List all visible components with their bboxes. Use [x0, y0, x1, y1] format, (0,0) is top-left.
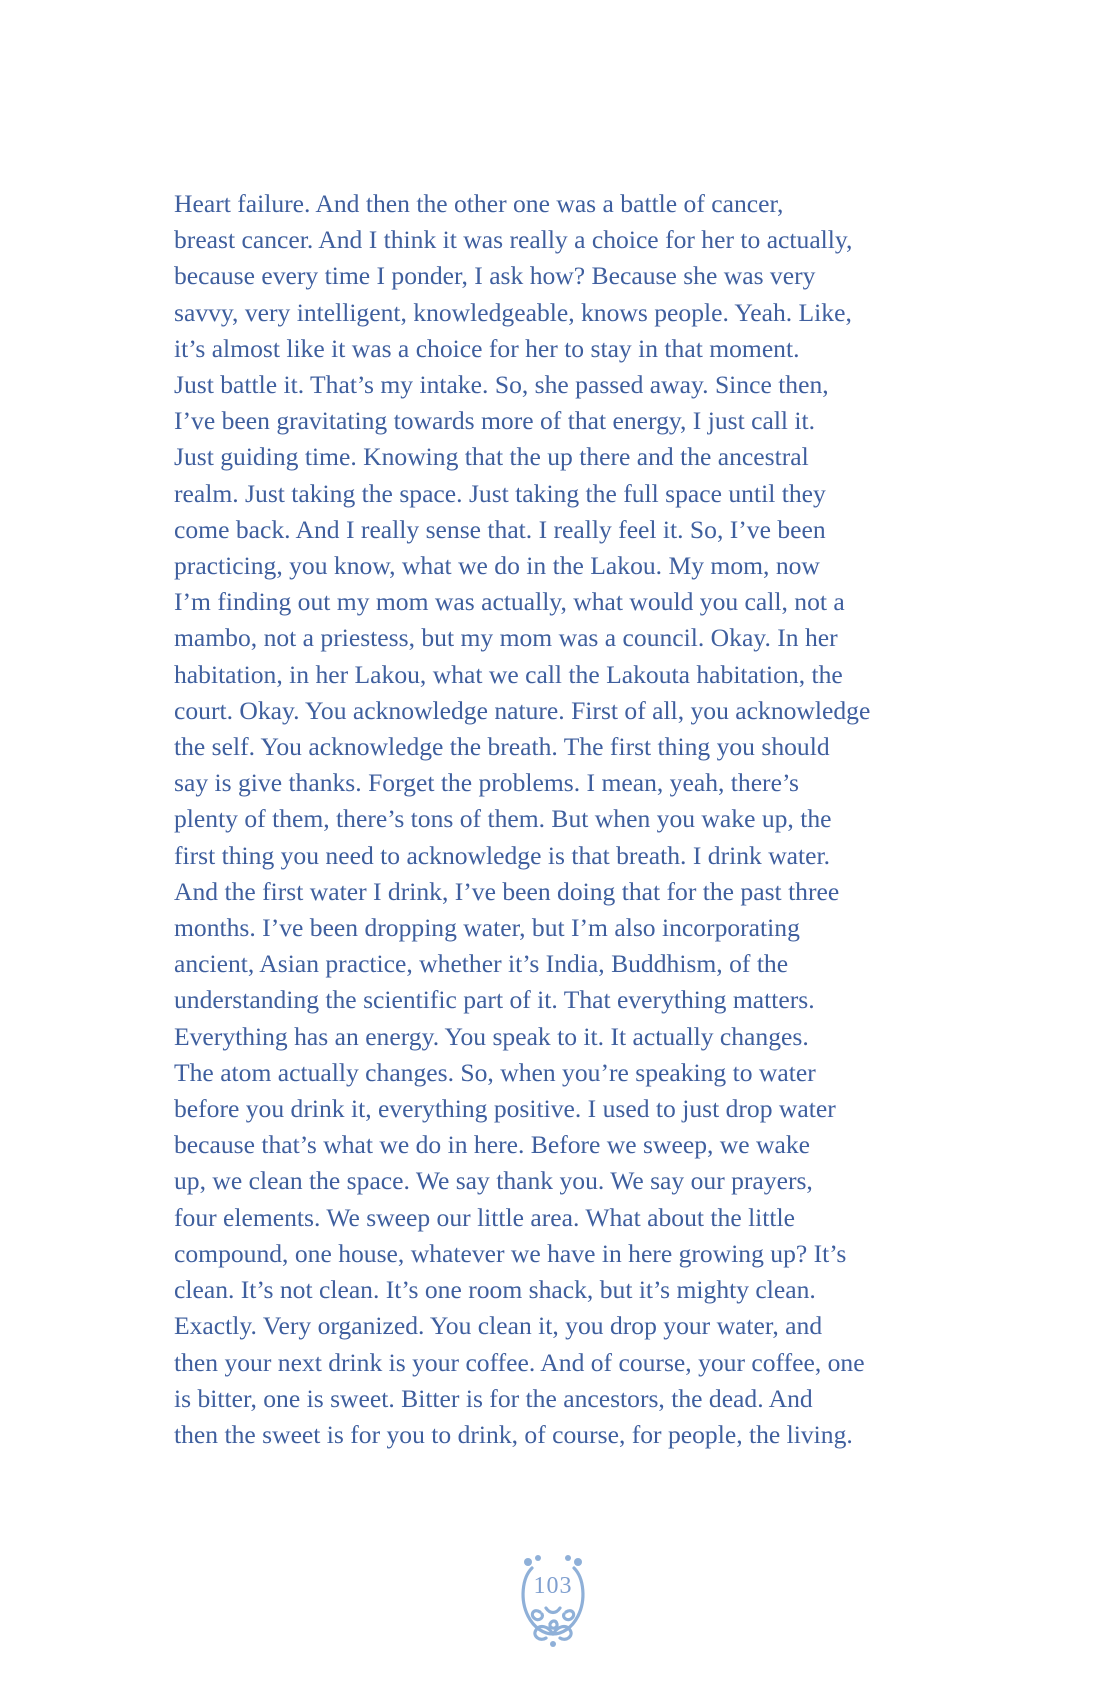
text-line: then your next drink is your coffee. And of course, your coffee, one — [174, 1347, 865, 1377]
text-line: because that’s what we do in here. Before we sweep, we wake — [174, 1130, 811, 1160]
text-line: because every time I ponder, I ask how? Because she was very — [174, 261, 816, 291]
text-line: court. Okay. You acknowledge nature. First of all, you acknowledge — [174, 695, 871, 725]
text-line: plenty of them, there’s tons of them. But when you wake up, the — [174, 804, 832, 834]
text-line: before you drink it, everything positive. I used to just drop water — [174, 1094, 836, 1124]
text-line: it’s almost like it was a choice for her to stay in that moment. — [174, 333, 800, 363]
text-line: clean. It’s not clean. It’s one room shack, but it’s mighty clean. — [174, 1275, 816, 1305]
text-line: compound, one house, whatever we have in here growing up? It’s — [174, 1238, 847, 1268]
text-line: savvy, very intelligent, knowledgeable, knows people. Yeah. Like, — [174, 297, 852, 327]
text-line: mambo, not a priestess, but my mom was a council. Okay. In her — [174, 623, 838, 653]
body-text — [174, 186, 944, 1453]
text-line: And the first water I drink, I’ve been doing that for the past three — [174, 876, 840, 906]
text-line: come back. And I really sense that. I really feel it. So, I’ve been — [174, 514, 826, 544]
text-line: months. I’ve been dropping water, but I’m also incorporating — [174, 913, 800, 943]
text-line: then the sweet is for you to drink, of course, for people, the living. — [174, 1419, 853, 1449]
text-line: I’m finding out my mom was actually, what would you call, not a — [174, 587, 845, 617]
text-line: the self. You acknowledge the breath. The first thing you should — [174, 732, 830, 762]
text-line: habitation, in her Lakou, what we call the Lakouta habitation, the — [174, 659, 843, 689]
text-line: is bitter, one is sweet. Bitter is for the ancestors, the dead. And — [174, 1383, 813, 1413]
text-line: four elements. We sweep our little area. What about the little — [174, 1202, 795, 1232]
text-line: first thing you need to acknowledge is that breath. I drink water. — [174, 840, 831, 870]
text-line: Exactly. Very organized. You clean it, you drop your water, and — [174, 1311, 823, 1341]
text-line: up, we clean the space. We say thank you. We say our prayers, — [174, 1166, 813, 1196]
text-line: say is give thanks. Forget the problems. I mean, yeah, there’s — [174, 768, 800, 798]
text-line: breast cancer. And I think it was really a choice for her to actually, — [174, 225, 853, 255]
text-line: The atom actually changes. So, when you’re speaking to water — [174, 1057, 816, 1087]
text-line: Heart failure. And then the other one was a battle of cancer, — [174, 189, 784, 218]
text-line: ancient, Asian practice, whether it’s India, Buddhism, of the — [174, 949, 789, 979]
text-line: I’ve been gravitating towards more of that energy, I just call it. — [174, 406, 816, 436]
text-line: Everything has an energy. You speak to it. It actually changes. — [174, 1021, 809, 1051]
text-line: understanding the scientific part of it. That everything matters. — [174, 985, 815, 1015]
text-line: Just battle it. That’s my intake. So, she passed away. Since then, — [174, 370, 829, 400]
text-line: Just guiding time. Knowing that the up there and the ancestral — [174, 442, 809, 472]
page-folio — [512, 1548, 594, 1648]
text-line: practicing, you know, what we do in the Lakou. My mom, now — [174, 551, 820, 581]
text-line: realm. Just taking the space. Just taking the full space until they — [174, 478, 826, 508]
page-number: 103 — [533, 1573, 573, 1599]
